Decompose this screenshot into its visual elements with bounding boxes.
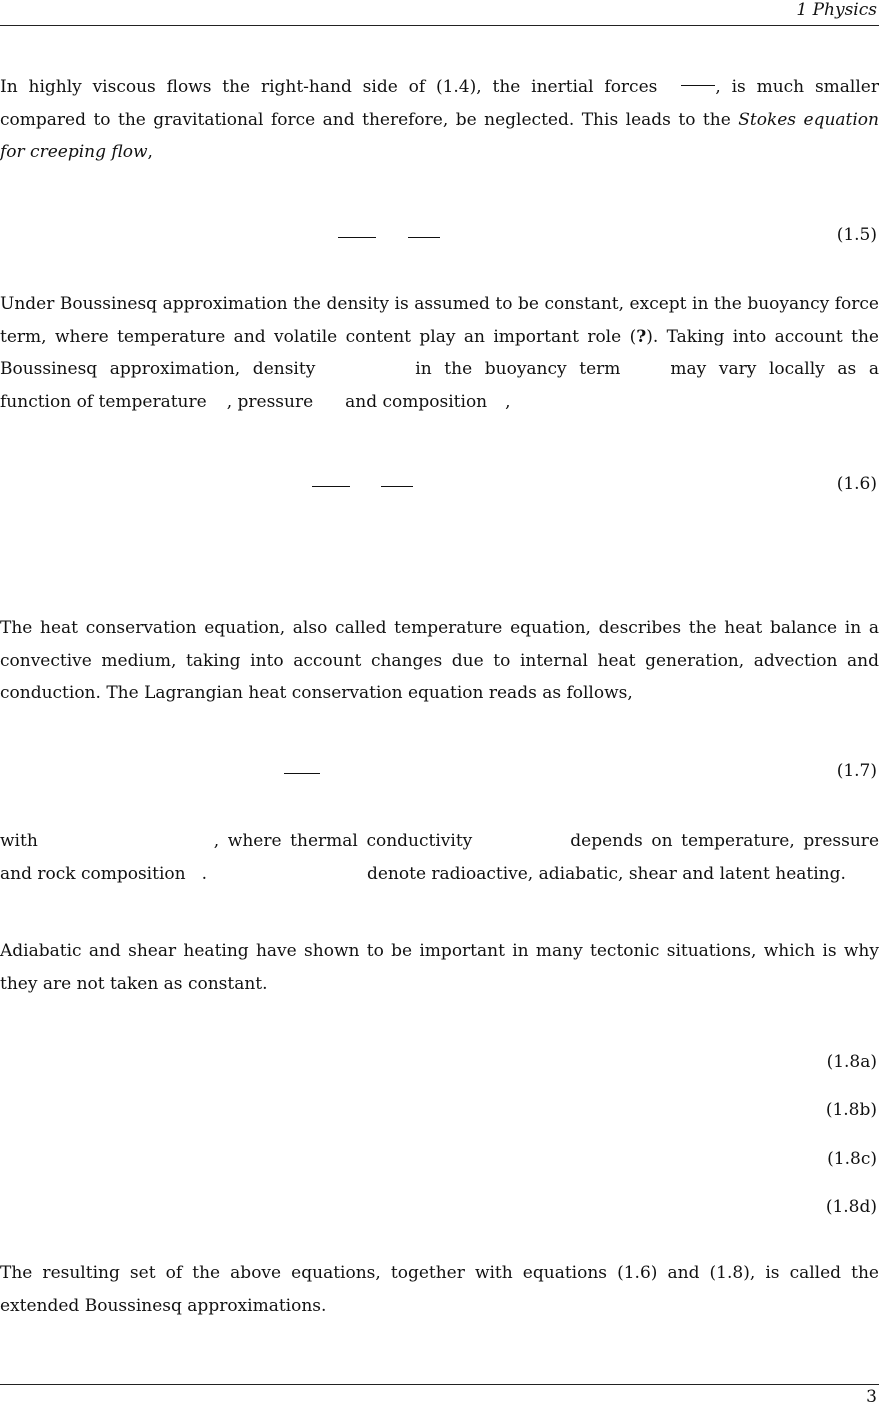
p2-text-d: in the buoyancy term [415, 359, 621, 379]
fraction-bar [284, 773, 320, 774]
paragraph-extended-boussinesq: The resulting set of the above equations, together with equations (1.6) and (1.8), is called the extended Boussinesq approximations. [0, 1263, 879, 1316]
page-footer [0, 1384, 879, 1407]
p4-text-e: denote radioactive, adiabatic, shear and latent heating. [366, 863, 846, 884]
running-head: 1 Physics [796, 0, 877, 20]
equation-number: (1.8b) [825, 1100, 877, 1120]
p2-text-f: , pressure [226, 391, 314, 412]
paragraph-adiabatic-shear: Adiabatic and shear heating have shown to be important in many tectonic situations, which is why they are not taken as constant. [0, 941, 879, 994]
equation-1-8b [0, 1098, 879, 1128]
equation-1-7 [0, 759, 879, 789]
p2-text-c: ). Taking into account the Boussinesq approximation, density [0, 326, 879, 379]
equation-number: (1.8d) [825, 1197, 877, 1217]
p1-text-b: , is much smaller compared to the gravitational force and therefore, be neglected. This leads to the [0, 77, 879, 130]
fraction-bar [381, 486, 413, 487]
equation-1-8c [0, 1147, 879, 1177]
equation-number: (1.7) [836, 761, 877, 781]
equation-1-5 [0, 223, 879, 253]
p1-text-a: In highly viscous flows the right-hand side of (1.4), the inertial forces [0, 77, 658, 97]
fraction-bar [408, 237, 440, 238]
p1-text-d: , [147, 142, 153, 162]
p2-text-h: , [505, 391, 511, 412]
missing-citation: ? [636, 326, 647, 347]
paragraph-inertial-forces [0, 71, 879, 169]
equation-1-8a [0, 1050, 879, 1080]
equation-number: (1.8a) [826, 1052, 877, 1072]
p4-text-b: , where thermal conductivity [213, 831, 473, 851]
page-header [0, 0, 879, 26]
equation-1-8d [0, 1195, 879, 1225]
equation-number: (1.5) [836, 225, 877, 245]
paragraph-boussinesq [0, 288, 879, 418]
fraction-bar [681, 85, 715, 86]
fraction-bar [312, 486, 350, 487]
equation-number: (1.8c) [827, 1149, 877, 1169]
page-number: 3 [866, 1387, 877, 1407]
equation-1-6 [0, 472, 879, 502]
paragraph-thermal-conductivity [0, 825, 879, 890]
equation-number: (1.6) [836, 474, 877, 494]
p4-text-c: depends on temperature, pressure and rock composition [0, 831, 879, 884]
paragraph-heat-conservation: The heat conservation equation, also called temperature equation, describes the heat balance in a convective medium, taking into account changes due to internal heat generation, advection and conduction. The Lagrangian heat conservation equation reads as follows, [0, 618, 879, 703]
p2-text-e: may vary locally as a function of temperature [0, 359, 879, 412]
p4-text-d: . [201, 863, 207, 884]
p4-text-a: with [0, 831, 38, 851]
p2-text-g: and composition [345, 391, 488, 412]
stokes-term: Stokes equation for creeping flow [0, 109, 879, 162]
fraction-bar [338, 237, 376, 238]
p2-text-a: Under Boussinesq approximation the density is assumed to be constant, except in the buoyancy force term, where temperature and volatile content play an important role ( [0, 294, 879, 347]
